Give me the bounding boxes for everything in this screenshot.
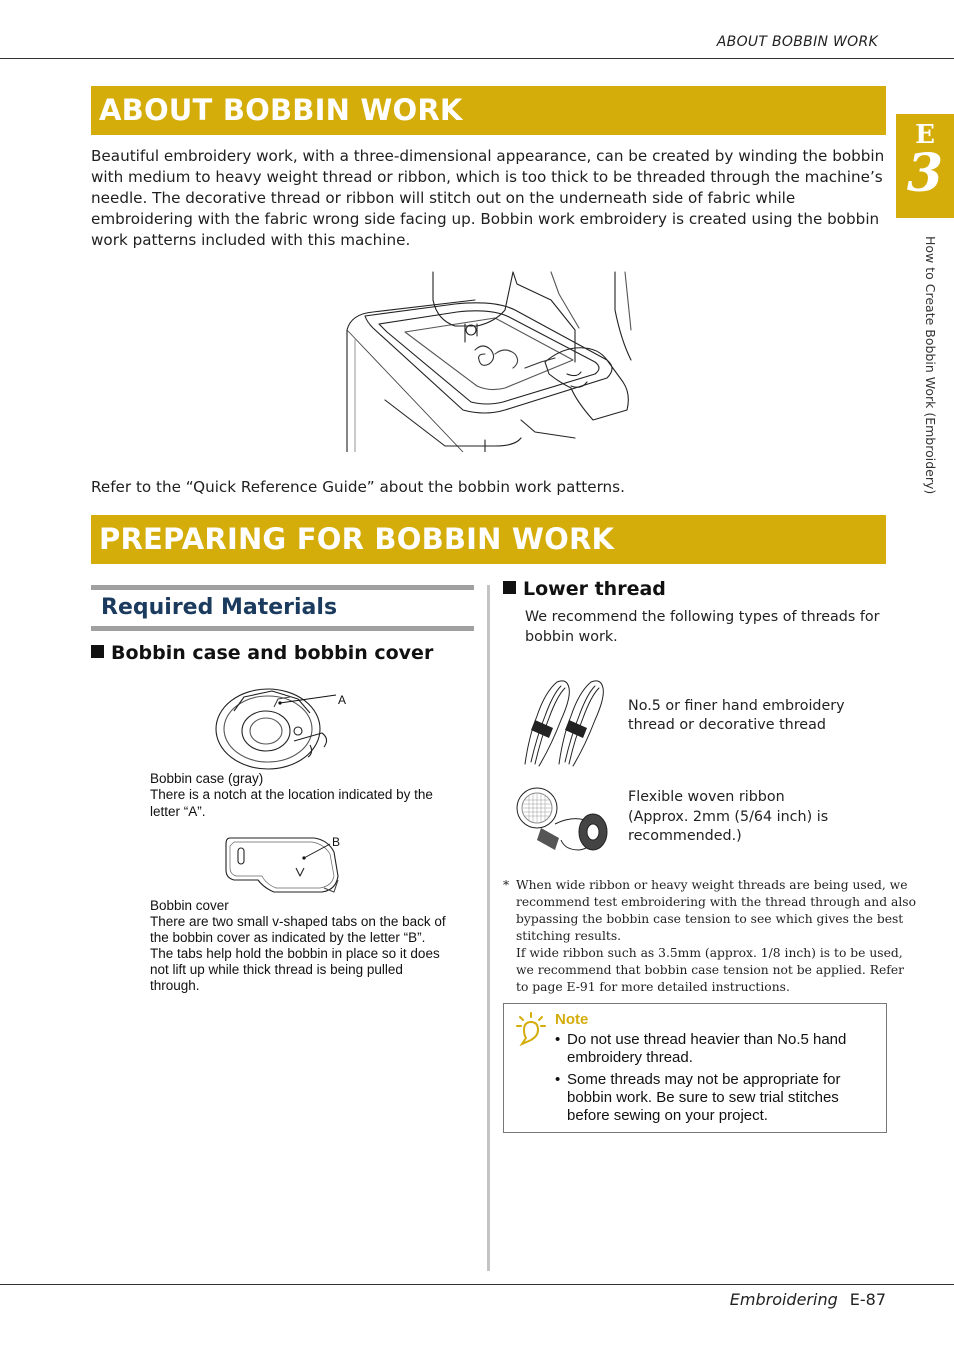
bobbin-heading-label: Bobbin case and bobbin cover — [111, 642, 434, 664]
note-item-1-line-2: embroidery thread. — [567, 1049, 693, 1066]
footnote-line-2: recommend test embroidering with the thread through and also — [516, 895, 916, 909]
lower-thread-heading — [503, 578, 666, 600]
square-bullet-icon — [503, 581, 516, 594]
ribbon-line-1: Flexible woven ribbon — [628, 789, 785, 805]
bobbin-cover-line-6: through. — [150, 978, 200, 993]
bobbin-case-label-a: A — [338, 693, 347, 707]
square-bullet-icon — [91, 645, 104, 658]
bobbin-case-illustration — [214, 683, 352, 773]
note-bullet-2: • — [555, 1071, 561, 1088]
note-item-2-line-3: before sewing on your project. — [567, 1107, 768, 1124]
note-label: Note — [555, 1011, 589, 1028]
note-item-2-line-2: bobbin work. Be sure to sew trial stitches — [567, 1089, 839, 1106]
bobbin-cover-line-1: Bobbin cover — [150, 898, 229, 913]
footnote-line-7: to page E-91 for more detailed instructions. — [516, 980, 790, 994]
side-chapter-title: How to Create Bobbin Work (Embroidery) — [923, 236, 938, 495]
bobbin-case-caption-2: There is a notch at the location indicated by the — [150, 787, 433, 802]
bobbin-cover-illustration — [224, 832, 348, 896]
note-bullet-1: • — [555, 1031, 561, 1048]
embroidery-thread-icon — [515, 676, 611, 768]
ribbon-line-3: recommended.) — [628, 828, 742, 844]
lower-thread-intro-2: bobbin work. — [525, 629, 618, 645]
page-footer — [730, 1290, 886, 1309]
running-header: ABOUT BOBBIN WORK — [716, 34, 878, 50]
footnote-line-4: stitching results. — [516, 929, 622, 943]
header-rule — [0, 58, 954, 59]
ribbon-icon — [515, 784, 613, 856]
page-number: E-87 — [849, 1290, 886, 1309]
footnote-line-1: When wide ribbon or heavy weight threads are being used, we — [516, 878, 908, 892]
lower-thread-heading-label: Lower thread — [523, 578, 666, 600]
intro-paragraph: Beautiful embroidery work, with a three-dimensional appearance, can be created by winding the bobbin with medium to heavy weight thread or ribbon, which is too thick to be threaded through the machine’s needle. The decorative thread or ribbon will stitch out on the underneath side of fabric while embroidering with the fabric wrong side facing up. Bobbin work embroidery is created using the bobbin work patterns included with this machine. — [91, 147, 885, 249]
section-title-about: ABOUT BOBBIN WORK — [91, 86, 886, 135]
chapter-number: 3 — [906, 143, 944, 204]
lightbulb-icon — [516, 1012, 546, 1046]
footer-section: Embroidering — [729, 1290, 838, 1309]
chapter-letter: E — [915, 120, 935, 150]
thread-option-1-line-2: thread or decorative thread — [628, 717, 826, 733]
refer-text: Refer to the “Quick Reference Guide” about the bobbin work patterns. — [91, 478, 625, 496]
bobbin-cover-line-5: not lift up while thick thread is being pulled — [150, 962, 403, 977]
ribbon-line-2: (Approx. 2mm (5/64 inch) is — [628, 809, 829, 825]
note-item-1-line-1: Do not use thread heavier than No.5 hand — [567, 1031, 847, 1048]
footer-rule — [0, 1284, 954, 1285]
section-title-preparing: PREPARING FOR BOBBIN WORK — [91, 515, 886, 564]
footnote-line-6: we recommend that bobbin case tension not be applied. Refer — [516, 963, 904, 977]
bobbin-case-caption-1: Bobbin case (gray) — [150, 771, 264, 786]
note-item-2-line-1: Some threads may not be appropriate for — [567, 1071, 841, 1088]
chapter-tab — [896, 114, 954, 218]
footnote-mark: * — [503, 878, 510, 892]
bobbin-cover-label-b: B — [332, 835, 341, 849]
bobbin-cover-line-4: The tabs help hold the bobbin in place so it does — [150, 946, 440, 961]
bobbin-work-illustration — [345, 270, 633, 452]
bobbin-case-caption-3: letter “A”. — [150, 804, 206, 819]
bobbin-heading — [91, 642, 433, 664]
footnote-line-3: bypassing the bobbin case tension to see which gives the best — [516, 912, 904, 926]
footnote-line-5: If wide ribbon such as 3.5mm (approx. 1/8 inch) is to be used, — [516, 946, 903, 960]
lower-thread-intro-1: We recommend the following types of threads for — [525, 609, 880, 625]
thread-option-1-line-1: No.5 or finer hand embroidery — [628, 698, 845, 714]
column-divider — [487, 585, 490, 1271]
required-materials-heading: Required Materials — [91, 585, 474, 631]
bobbin-cover-line-2: There are two small v-shaped tabs on the back of — [150, 914, 446, 929]
bobbin-cover-line-3: the bobbin cover as indicated by the letter “B”. — [150, 930, 426, 945]
